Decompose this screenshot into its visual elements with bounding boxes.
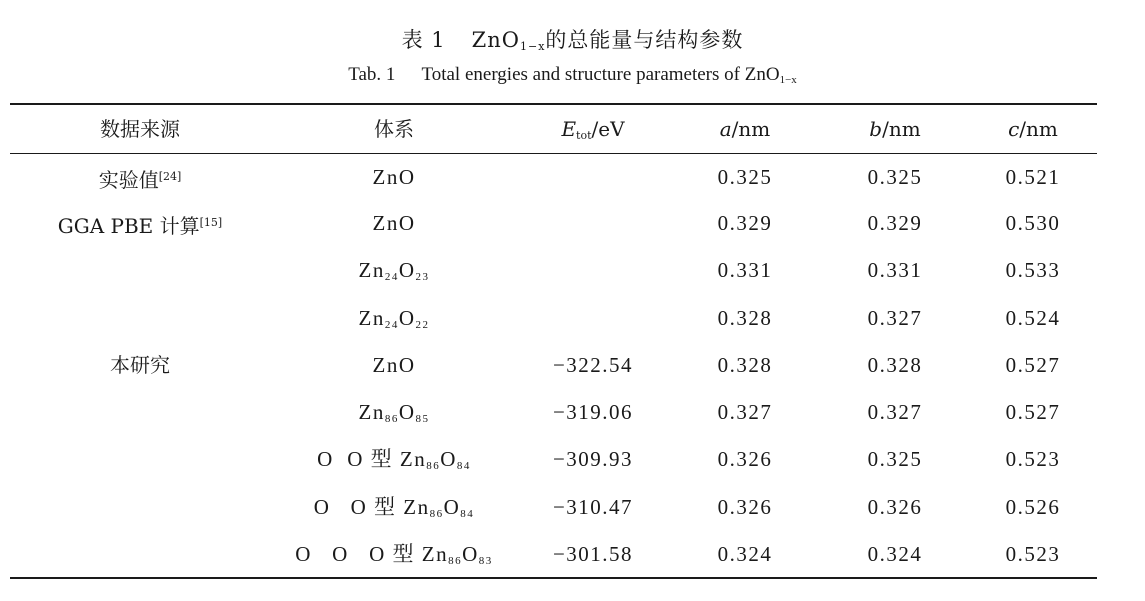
o-subscript: 23 [415, 271, 430, 283]
cell-a: 0.324 [717, 542, 773, 566]
top-rule [10, 103, 1097, 105]
cell-c: 0.533 [1005, 258, 1061, 282]
header-source: 数据来源 [100, 117, 180, 141]
o-subscript: 84 [460, 508, 475, 520]
zn-subscript: 86 [448, 555, 463, 567]
cell-a: 0.331 [717, 258, 773, 282]
source-text: 实验值 [98, 168, 159, 192]
cell-energy: −310.47 [552, 495, 634, 519]
table-number-cn: 表 1 [401, 28, 446, 52]
header-a: a/nm [719, 117, 771, 141]
cell-b: 0.324 [867, 542, 923, 566]
header-c: c/nm [1008, 117, 1058, 141]
zn-subscript: 24 [384, 319, 399, 331]
cell-c: 0.530 [1005, 211, 1061, 235]
cell-c: 0.526 [1005, 495, 1061, 519]
source-text: 本研究 [110, 353, 170, 377]
cell-system: $Zn_{24}O_{23}$ [358, 258, 430, 283]
table-row [0, 397, 1145, 427]
title-formula: ZnO [471, 28, 520, 52]
cell-c: 0.527 [1005, 400, 1061, 424]
source-text: GGA PBE 计算 [57, 214, 200, 238]
system-prefix: O O 型 [313, 495, 404, 519]
cell-b: 0.331 [867, 258, 923, 282]
cell-a: 0.329 [717, 211, 773, 235]
cell-energy: −309.93 [552, 447, 634, 471]
table-row [0, 208, 1145, 238]
cell-source [110, 350, 170, 380]
cell-b: 0.328 [867, 353, 923, 377]
table-row [0, 539, 1145, 569]
cell-source [58, 208, 222, 241]
cell-b: 0.327 [867, 400, 923, 424]
reference-marker: [24] [158, 170, 182, 183]
bottom-rule [10, 577, 1097, 579]
o-subscript: 85 [415, 413, 430, 425]
cell-b: 0.326 [867, 495, 923, 519]
table-title-en [0, 64, 1145, 86]
system-prefix: O O 型 [317, 447, 400, 471]
header-row [0, 114, 1145, 144]
cell-c: 0.521 [1005, 165, 1061, 189]
cell-b: 0.325 [867, 447, 923, 471]
zn-subscript: 24 [384, 271, 399, 283]
cell-a: 0.326 [717, 495, 773, 519]
cell-c: 0.524 [1005, 306, 1061, 330]
cell-c: 0.527 [1005, 353, 1061, 377]
system-text: ZnO [372, 211, 416, 235]
cell-energy: −301.58 [552, 542, 634, 566]
table-row [0, 255, 1145, 285]
cell-a: 0.328 [717, 306, 773, 330]
table-row [0, 350, 1145, 380]
o-subscript: 83 [478, 555, 493, 567]
cell-c: 0.523 [1005, 447, 1061, 471]
header-b: b/nm [869, 117, 921, 141]
o-subscript: 22 [415, 319, 430, 331]
cell-source [99, 162, 182, 195]
cell-b: 0.325 [867, 165, 923, 189]
title-text-cn: 的总能量与结构参数 [545, 28, 744, 52]
reference-marker: [15] [199, 216, 223, 229]
table-row [0, 303, 1145, 333]
zn-subscript: 86 [384, 413, 399, 425]
zn-subscript: 86 [426, 460, 441, 472]
cell-a: 0.328 [717, 353, 773, 377]
system-text: ZnO [372, 353, 416, 377]
o-subscript: 84 [456, 460, 471, 472]
cell-system [373, 208, 416, 238]
cell-system: O O 型 $Zn_{86}O_{84}$ [317, 447, 471, 472]
cell-c: 0.523 [1005, 542, 1061, 566]
header-energy: $E_{tot}/eV$ [561, 117, 625, 142]
title-formula-sub-en: 1−x [779, 74, 797, 86]
title-text-en: Total energies and structure parameters of ZnO [421, 64, 780, 85]
cell-energy: −319.06 [552, 400, 634, 424]
cell-system: $Zn_{24}O_{22}$ [358, 306, 430, 331]
cell-b: 0.329 [867, 211, 923, 235]
header-rule [10, 153, 1097, 154]
cell-b: 0.327 [867, 306, 923, 330]
cell-a: 0.326 [717, 447, 773, 471]
table-title-cn [0, 24, 1145, 54]
table-row [0, 162, 1145, 192]
cell-a: 0.325 [717, 165, 773, 189]
system-prefix: O O O 型 [295, 542, 422, 566]
zn-subscript: 86 [429, 508, 444, 520]
cell-a: 0.327 [717, 400, 773, 424]
cell-energy: −322.54 [552, 353, 634, 377]
cell-system [373, 350, 416, 380]
cell-system: $Zn_{86}O_{85}$ [358, 400, 430, 425]
cell-system: O O 型 $Zn_{86}O_{84}$ [313, 495, 475, 520]
table-row [0, 492, 1145, 522]
title-formula-sub: 1−x [519, 40, 546, 53]
header-system: 体系 [374, 117, 414, 141]
cell-system: O O O 型 $Zn_{86}O_{83}$ [295, 542, 493, 567]
table-number-en: Tab. 1 [348, 64, 396, 85]
system-text: ZnO [372, 165, 416, 189]
cell-system [373, 162, 416, 192]
table-row [0, 444, 1145, 474]
